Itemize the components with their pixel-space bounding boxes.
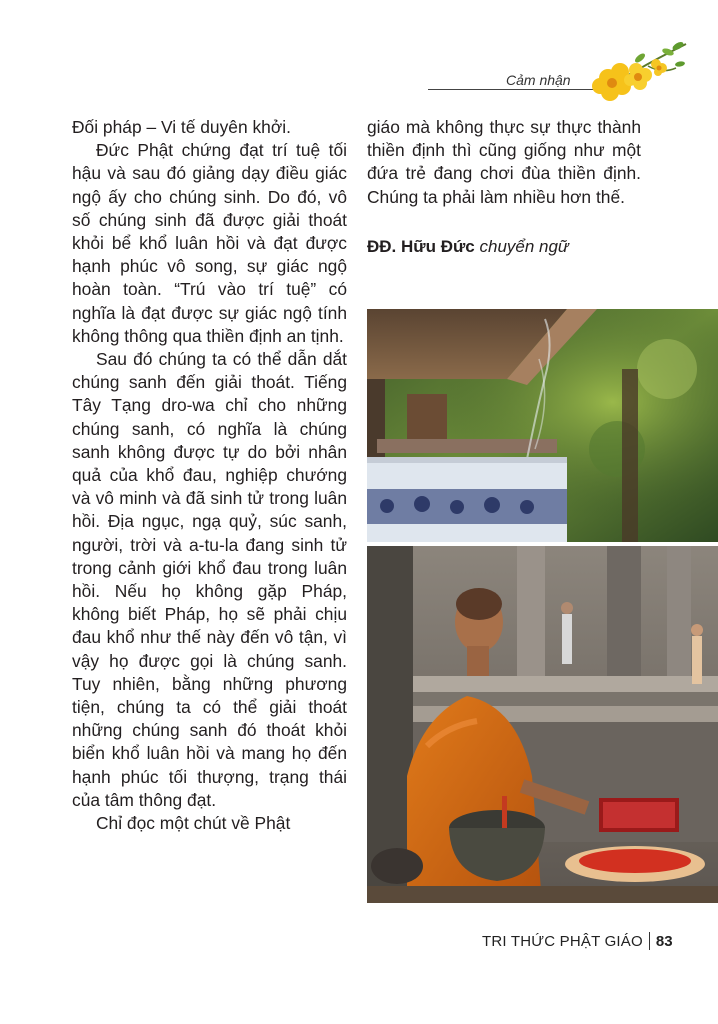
- left-column: [72, 116, 347, 835]
- footer-divider: [649, 932, 650, 950]
- monk-photo: [367, 546, 718, 903]
- byline-author: ĐĐ. Hữu Đức: [367, 236, 475, 256]
- apricot-blossom-icon: [588, 38, 692, 106]
- paragraph-3: Sau đó chúng ta có thể dẫn dắt chúng sanh đến giải thoát. Tiếng Tây Tạng dro-wa chỉ cho những chúng sanh, có nghĩa là chúng sanh không được tự do bởi nhân quả của khổ đau, nghiệp chướng và vô minh và đã sinh tử trong luân hồi. Địa ngục, ngạ quỷ, súc sanh, người, trời và a-tu-la đang sinh tử trong cảnh giới khổ đau trong luân hồi. Nếu họ không gặp Pháp, không biết Pháp, họ sẽ phải chịu đau khổ như thế này đến vô tận, vì vậy họ được gọi là chúng sanh. Tuy nhiên, bằng những phương tiện, chúng ta có thể giải thoát những chúng sanh đó thoát khỏi biển khổ luân hồi và mang họ đến hạnh phúc tối thượng, trạng thái của tâm thông đạt.: [72, 349, 347, 810]
- page-footer: [482, 932, 673, 950]
- section-label: Cảm nhận: [506, 72, 571, 88]
- right-column: [367, 116, 641, 258]
- page-number: 83: [655, 932, 673, 950]
- magazine-title: TRI THỨC PHẬT GIÁO: [482, 932, 643, 950]
- paragraph-2: Đức Phật chứng đạt trí tuệ tối hậu và sau đó giảng dạy điều giác ngộ ấy cho chúng sinh. Do đó, vô số chúng sinh đã được giải thoát khỏi bể khổ luân hồi và đạt được hạnh phúc vô song, sự giác ngộ hoàn toàn. “Trú vào trí tuệ” có nghĩa là đạt được sự giác ngộ tính không thông qua thiền định an tịnh.: [72, 140, 347, 346]
- header-rule: [428, 89, 600, 90]
- byline-role: chuyển ngữ: [479, 236, 569, 256]
- paragraph-continued: giáo mà không thực sự thực thành thiền định thì cũng giống như một đứa trẻ đang chơi đùa thiền định. Chúng ta phải làm nhiều hơn thế.: [367, 117, 641, 207]
- incense-altar-photo: [367, 309, 718, 542]
- paragraph-4: Chỉ đọc một chút về Phật: [96, 813, 291, 834]
- byline: [367, 235, 641, 258]
- paragraph-1: Đối pháp – Vi tế duyên khởi.: [72, 117, 291, 137]
